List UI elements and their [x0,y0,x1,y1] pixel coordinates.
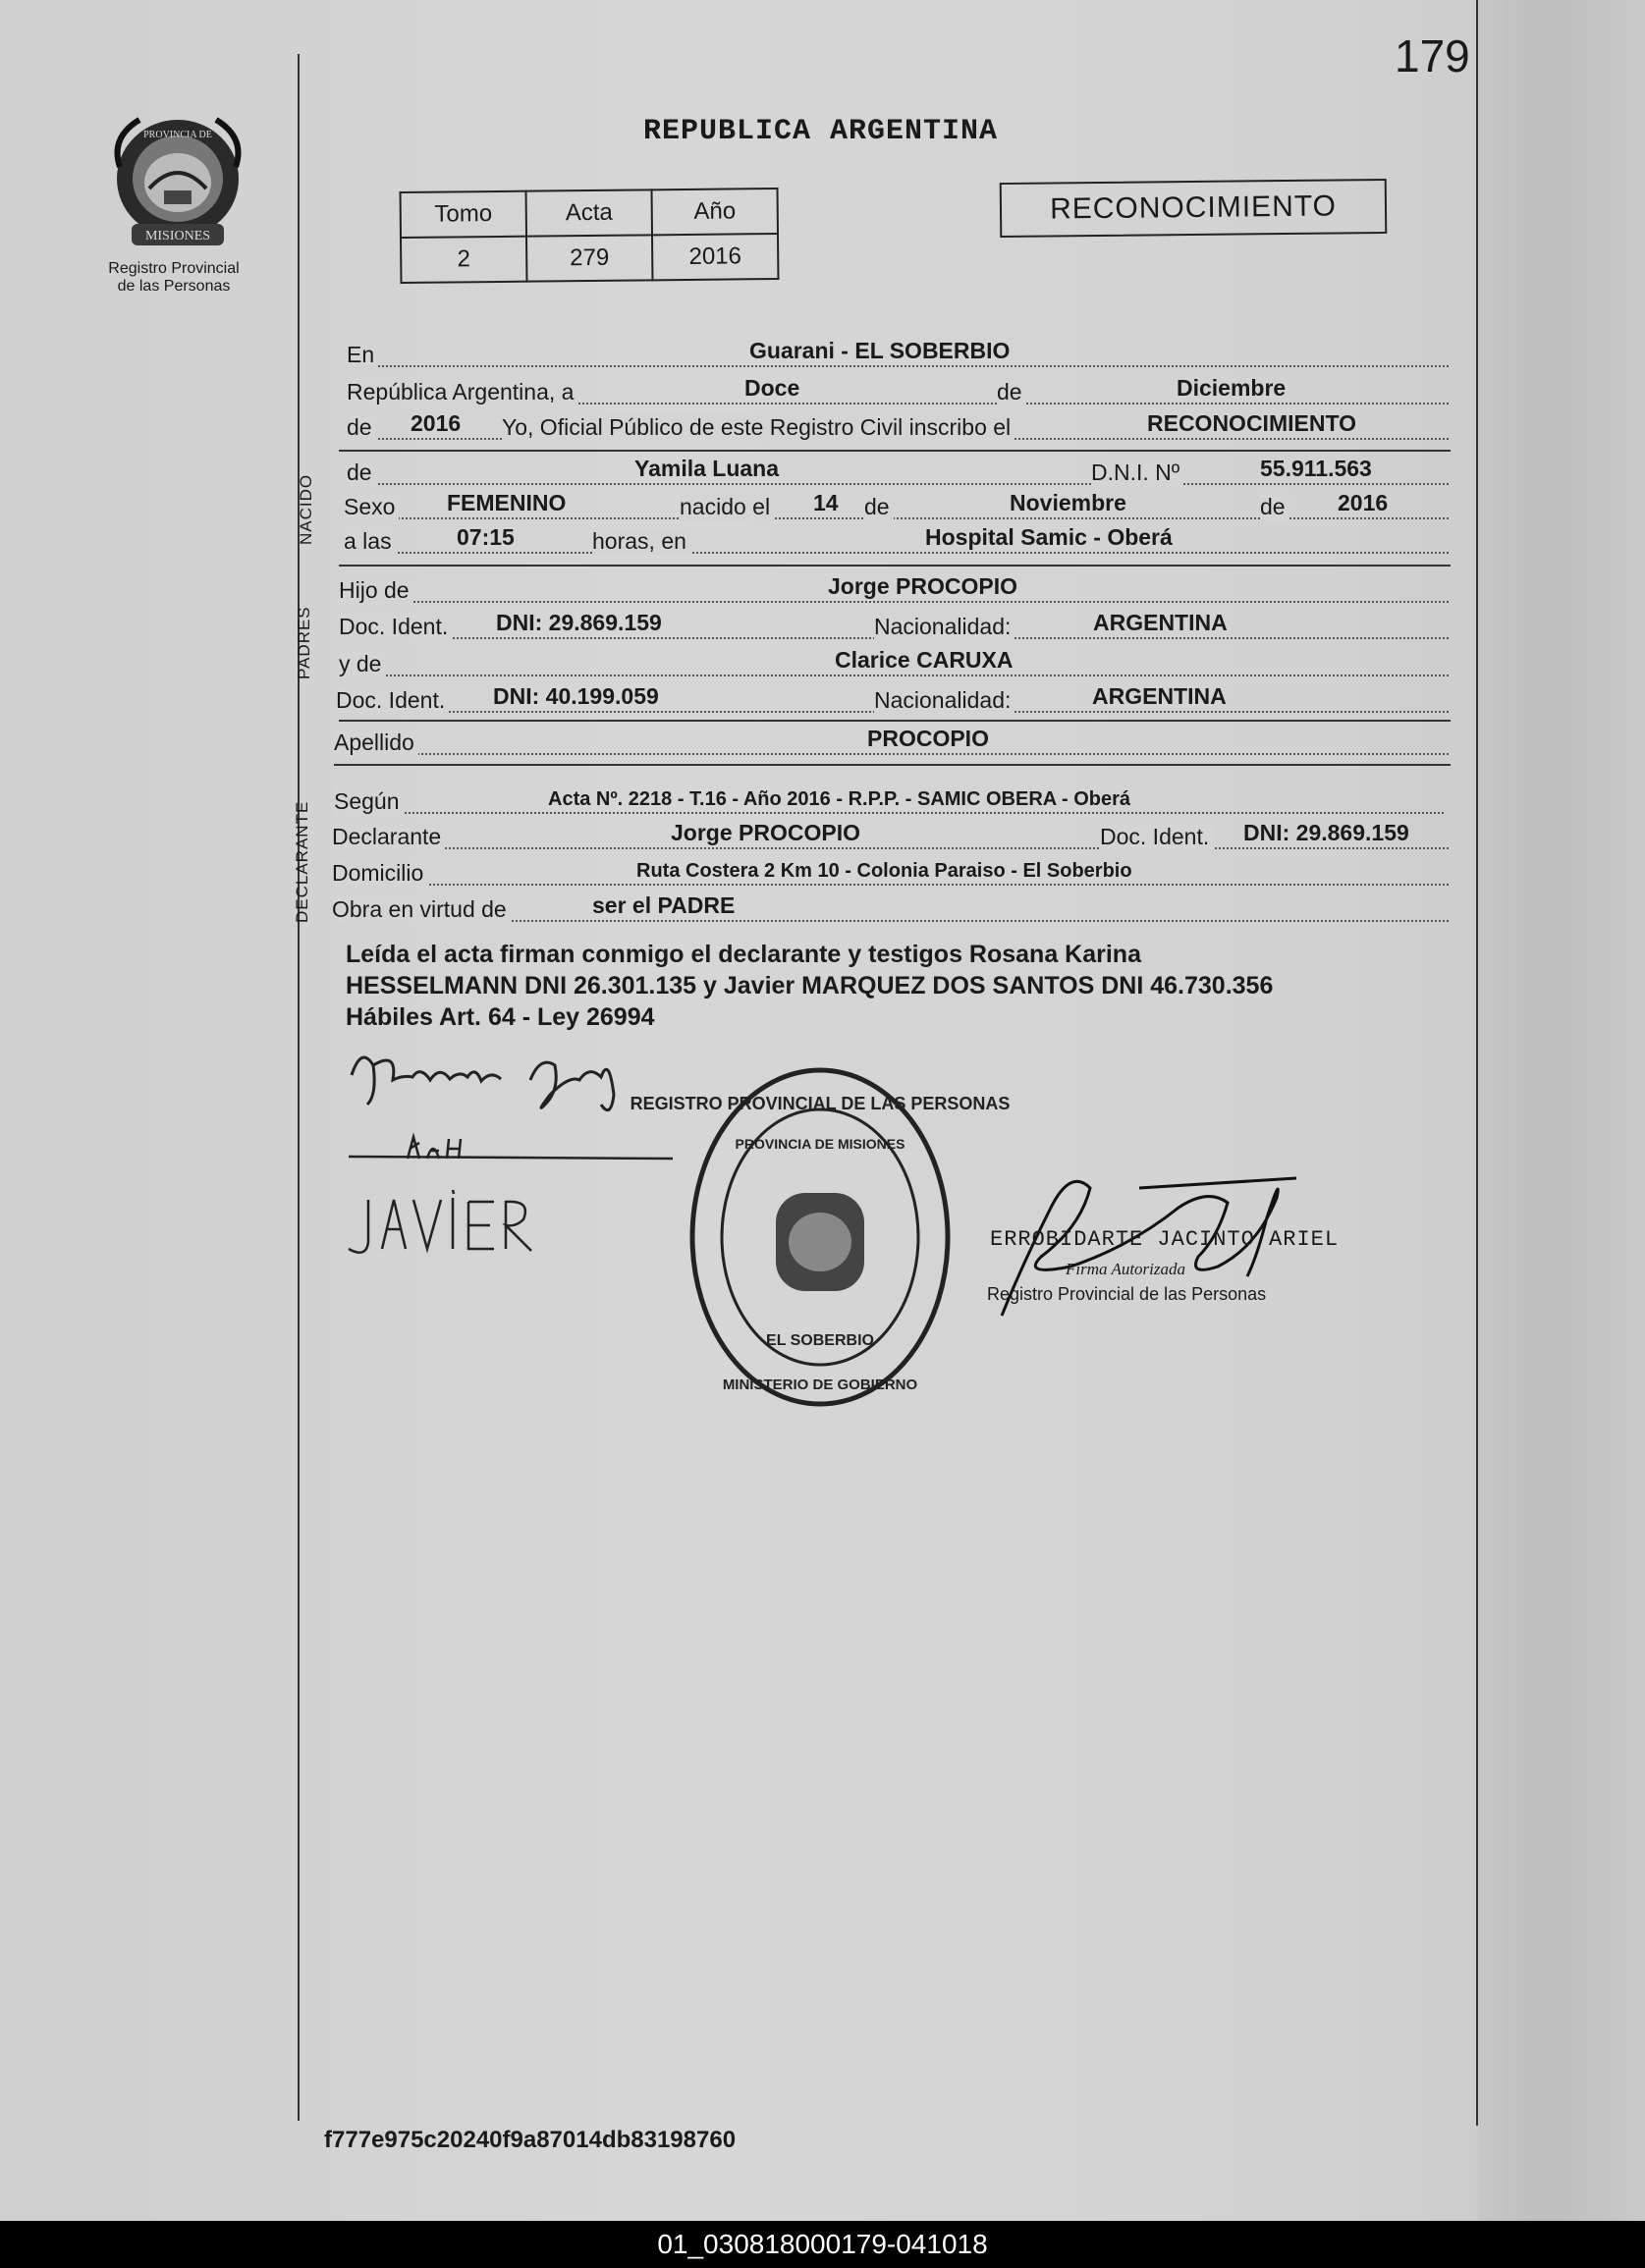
field-label: Yo, Oficial Público de este Registro Civil inscribo el [502,414,1014,441]
section-label-nacido: NACIDO [297,473,315,545]
field-madre [339,648,1449,681]
field-label: Doc. Ident. [336,687,449,714]
field-value-sex: FEMENINO [447,490,567,515]
svg-text:REGISTRO PROVINCIAL DE LAS PER: REGISTRO PROVINCIAL DE LAS PERSONAS [630,1094,1011,1113]
signature-declarant [344,1036,658,1124]
field-label: y de [339,651,385,677]
field-value-birth-year: 2016 [1338,490,1389,515]
value-acta: 279 [526,235,652,281]
field-segun [334,785,1444,819]
svg-text:PROVINCIA DE MISIONES: PROVINCIA DE MISIONES [735,1136,905,1152]
registrar-role: Firma Autorizada [1066,1260,1186,1278]
field-value-surname: PROCOPIO [867,726,989,751]
svg-text:EL SOBERBIO: EL SOBERBIO [766,1332,874,1349]
field-value-birthplace: Hospital Samic - Oberá [925,524,1173,550]
value-tomo: 2 [401,237,526,283]
field-sexo [344,491,1449,524]
field-domicilio [332,857,1449,891]
field-value-place: Guarani - EL SOBERBIO [749,338,1011,363]
field-label: horas, en [592,528,690,555]
province-crest-logo [110,108,246,255]
field-label: de [864,494,894,520]
field-apellido [334,727,1449,760]
field-value-time: 07:15 [457,524,515,550]
field-label: Declarante [332,824,445,850]
registrar-name: ERROBIDARTE JACINTO ARIEL [990,1227,1340,1252]
closing-statement [346,939,1426,1033]
signature-witness-2 [339,1188,535,1267]
header-acta: Acta [526,189,652,236]
field-label: Nacionalidad: [874,687,1014,714]
field-madre-doc [336,684,1449,718]
field-label: de [1260,494,1289,520]
header-anio: Año [652,189,778,235]
separator-line [334,764,1451,766]
field-nombre [347,457,1449,490]
record-table [400,188,780,284]
field-value-record-type: RECONOCIMIENTO [1147,410,1356,436]
field-label: Domicilio [332,860,427,887]
field-label: nacido el [680,494,774,520]
field-label: Sexo [344,494,399,520]
page-number: 179 [1395,30,1470,81]
header-tomo: Tomo [401,191,526,238]
separator-line [339,450,1451,452]
field-label: Doc. Ident. [1100,824,1213,850]
field-value-day: Doce [744,375,800,401]
field-value-dni: 55.911.563 [1260,456,1372,481]
field-value-name: Yamila Luana [634,456,780,481]
field-label: En [347,342,378,368]
svg-text:MINISTERIO DE GOBIERNO: MINISTERIO DE GOBIERNO [722,1377,918,1393]
registry-label: Registro Provincial de las Personas [108,260,240,295]
svg-text:MISIONES: MISIONES [144,229,211,243]
field-value-declarant-dni: DNI: 29.869.159 [1243,820,1409,845]
section-label-padres: PADRES [295,606,313,679]
field-republica [347,376,1449,409]
separator-line [339,565,1451,567]
field-year-record [347,411,1449,445]
field-value-declarant: Jorge PROCOPIO [671,820,860,845]
field-hora [344,525,1449,559]
field-value-father-dni: DNI: 29.869.159 [496,610,662,635]
field-value-address: Ruta Costera 2 Km 10 - Colonia Paraiso - El Soberbio [636,860,1132,882]
field-label: República Argentina, a [347,379,577,405]
field-value-father: Jorge PROCOPIO [828,573,1017,599]
field-declarante [332,821,1449,854]
field-label: Doc. Ident. [339,614,452,640]
field-value-mother: Clarice CARUXA [835,647,1014,673]
field-label: de [347,459,376,486]
field-value-mother-dni: DNI: 40.199.059 [493,683,659,709]
field-label: Apellido [334,729,418,756]
field-padre [339,574,1449,608]
value-anio: 2016 [652,234,778,280]
section-label-declarante: DECLARANTE [293,800,311,923]
statement-line: Hábiles Art. 64 - Ley 26994 [346,1003,655,1031]
field-label: Hijo de [339,577,413,604]
field-value-birth-month: Noviembre [1010,490,1126,515]
field-label: Nacionalidad: [874,614,1014,640]
field-value-basis: ser el PADRE [592,892,736,918]
page-edge-shadow [1478,0,1645,2221]
field-label: Según [334,788,404,815]
left-margin-line [298,54,300,2121]
field-padre-doc [339,611,1449,644]
field-value-source: Acta Nº. 2218 - T.16 - Año 2016 - R.P.P. - SAMIC OBERA - Oberá [548,788,1131,810]
registrar-organization: Registro Provincial de las Personas [987,1284,1267,1304]
record-type-box: RECONOCIMIENTO [1000,179,1388,238]
svg-text:PROVINCIA DE: PROVINCIA DE [143,130,212,140]
field-label: D.N.I. Nº [1091,459,1183,486]
document-title: REPUBLICA ARGENTINA [643,115,999,148]
separator-line [339,720,1451,722]
field-obra [332,893,1449,927]
field-value-mother-nationality: ARGENTINA [1092,683,1227,709]
document-hash: f777e975c20240f9a87014db83198760 [324,2127,737,2153]
field-label: de [347,414,376,441]
right-margin-line [1476,0,1478,2126]
statement-line: Leída el acta firman conmigo el declarante y testigos Rosana Karina [346,941,1141,968]
field-value-father-nationality: ARGENTINA [1093,610,1228,635]
field-en [347,339,1449,372]
signature-witness-1 [349,1129,673,1168]
field-label: a las [344,528,396,555]
field-label: de [997,379,1026,405]
field-label: Obra en virtud de [332,896,511,923]
field-value-month: Diciembre [1177,375,1287,401]
field-value-birth-day: 14 [813,490,839,515]
field-value-year: 2016 [411,410,462,436]
official-seal [630,1051,1011,1414]
statement-line: HESSELMANN DNI 26.301.135 y Javier MARQUEZ DOS SANTOS DNI 46.730.356 [346,972,1274,999]
footer-file-id: 01_030818000179-041018 [0,2221,1645,2268]
